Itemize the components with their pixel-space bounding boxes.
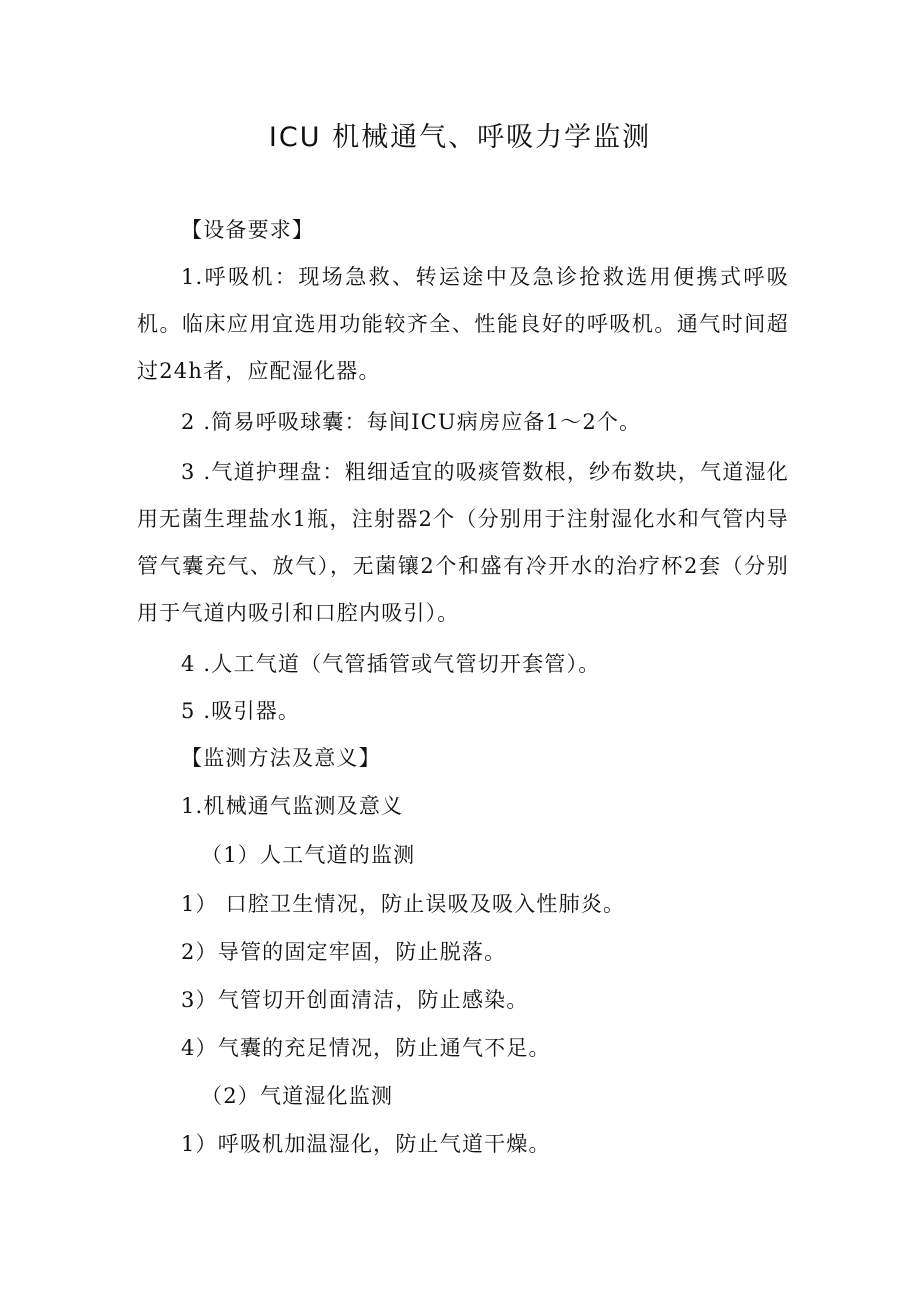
section-heading-monitoring: 【监测方法及意义】 bbox=[181, 746, 381, 770]
equipment-item-1: 1.呼吸机：现场急救、转运途中及急诊抢救选用便携式呼吸机。临床应用宜选用功能较齐全、性能良好的呼吸机。通气时间超过24h者，应配湿化器。 bbox=[137, 265, 789, 383]
section-heading-equipment: 【设备要求】 bbox=[181, 218, 315, 242]
airway-item-1: 1） 口腔卫生情况，防止误吸及吸入性肺炎。 bbox=[181, 892, 626, 916]
equipment-item-4: 4 .人工气道（气管插管或气管切开套管）。 bbox=[181, 652, 601, 676]
sub-heading-airway: （1）人工气道的监测 bbox=[201, 843, 416, 867]
airway-item-4: 4）气囊的充足情况，防止通气不足。 bbox=[181, 1036, 551, 1060]
equipment-item-3: 3 .气道护理盘：粗细适宜的吸痰管数根，纱布数块，气道湿化用无菌生理盐水1瓶，注射器2个（分别用于注射湿化水和气管内导管气囊充气、放气），无菌镶2个和盛有冷开水的治疗杯2套（分别用于气道内吸引和口腔内吸引）。 bbox=[137, 460, 789, 625]
equipment-item-5: 5 .吸引器。 bbox=[181, 699, 301, 723]
airway-item-2: 2）导管的固定牢固，防止脱落。 bbox=[181, 940, 507, 964]
equipment-item-2: 2 .简易呼吸球囊：每间ICU病房应备1〜2个。 bbox=[181, 410, 642, 434]
monitoring-heading: 1.机械通气监测及意义 bbox=[181, 794, 404, 818]
humidification-item-1: 1）呼吸机加温湿化，防止气道干燥。 bbox=[181, 1132, 551, 1156]
sub-heading-humidification: （2）气道湿化监测 bbox=[201, 1084, 394, 1108]
page-title: ICU 机械通气、呼吸力学监测 bbox=[268, 122, 652, 153]
airway-item-3: 3）气管切开创面清洁，防止感染。 bbox=[181, 988, 529, 1012]
